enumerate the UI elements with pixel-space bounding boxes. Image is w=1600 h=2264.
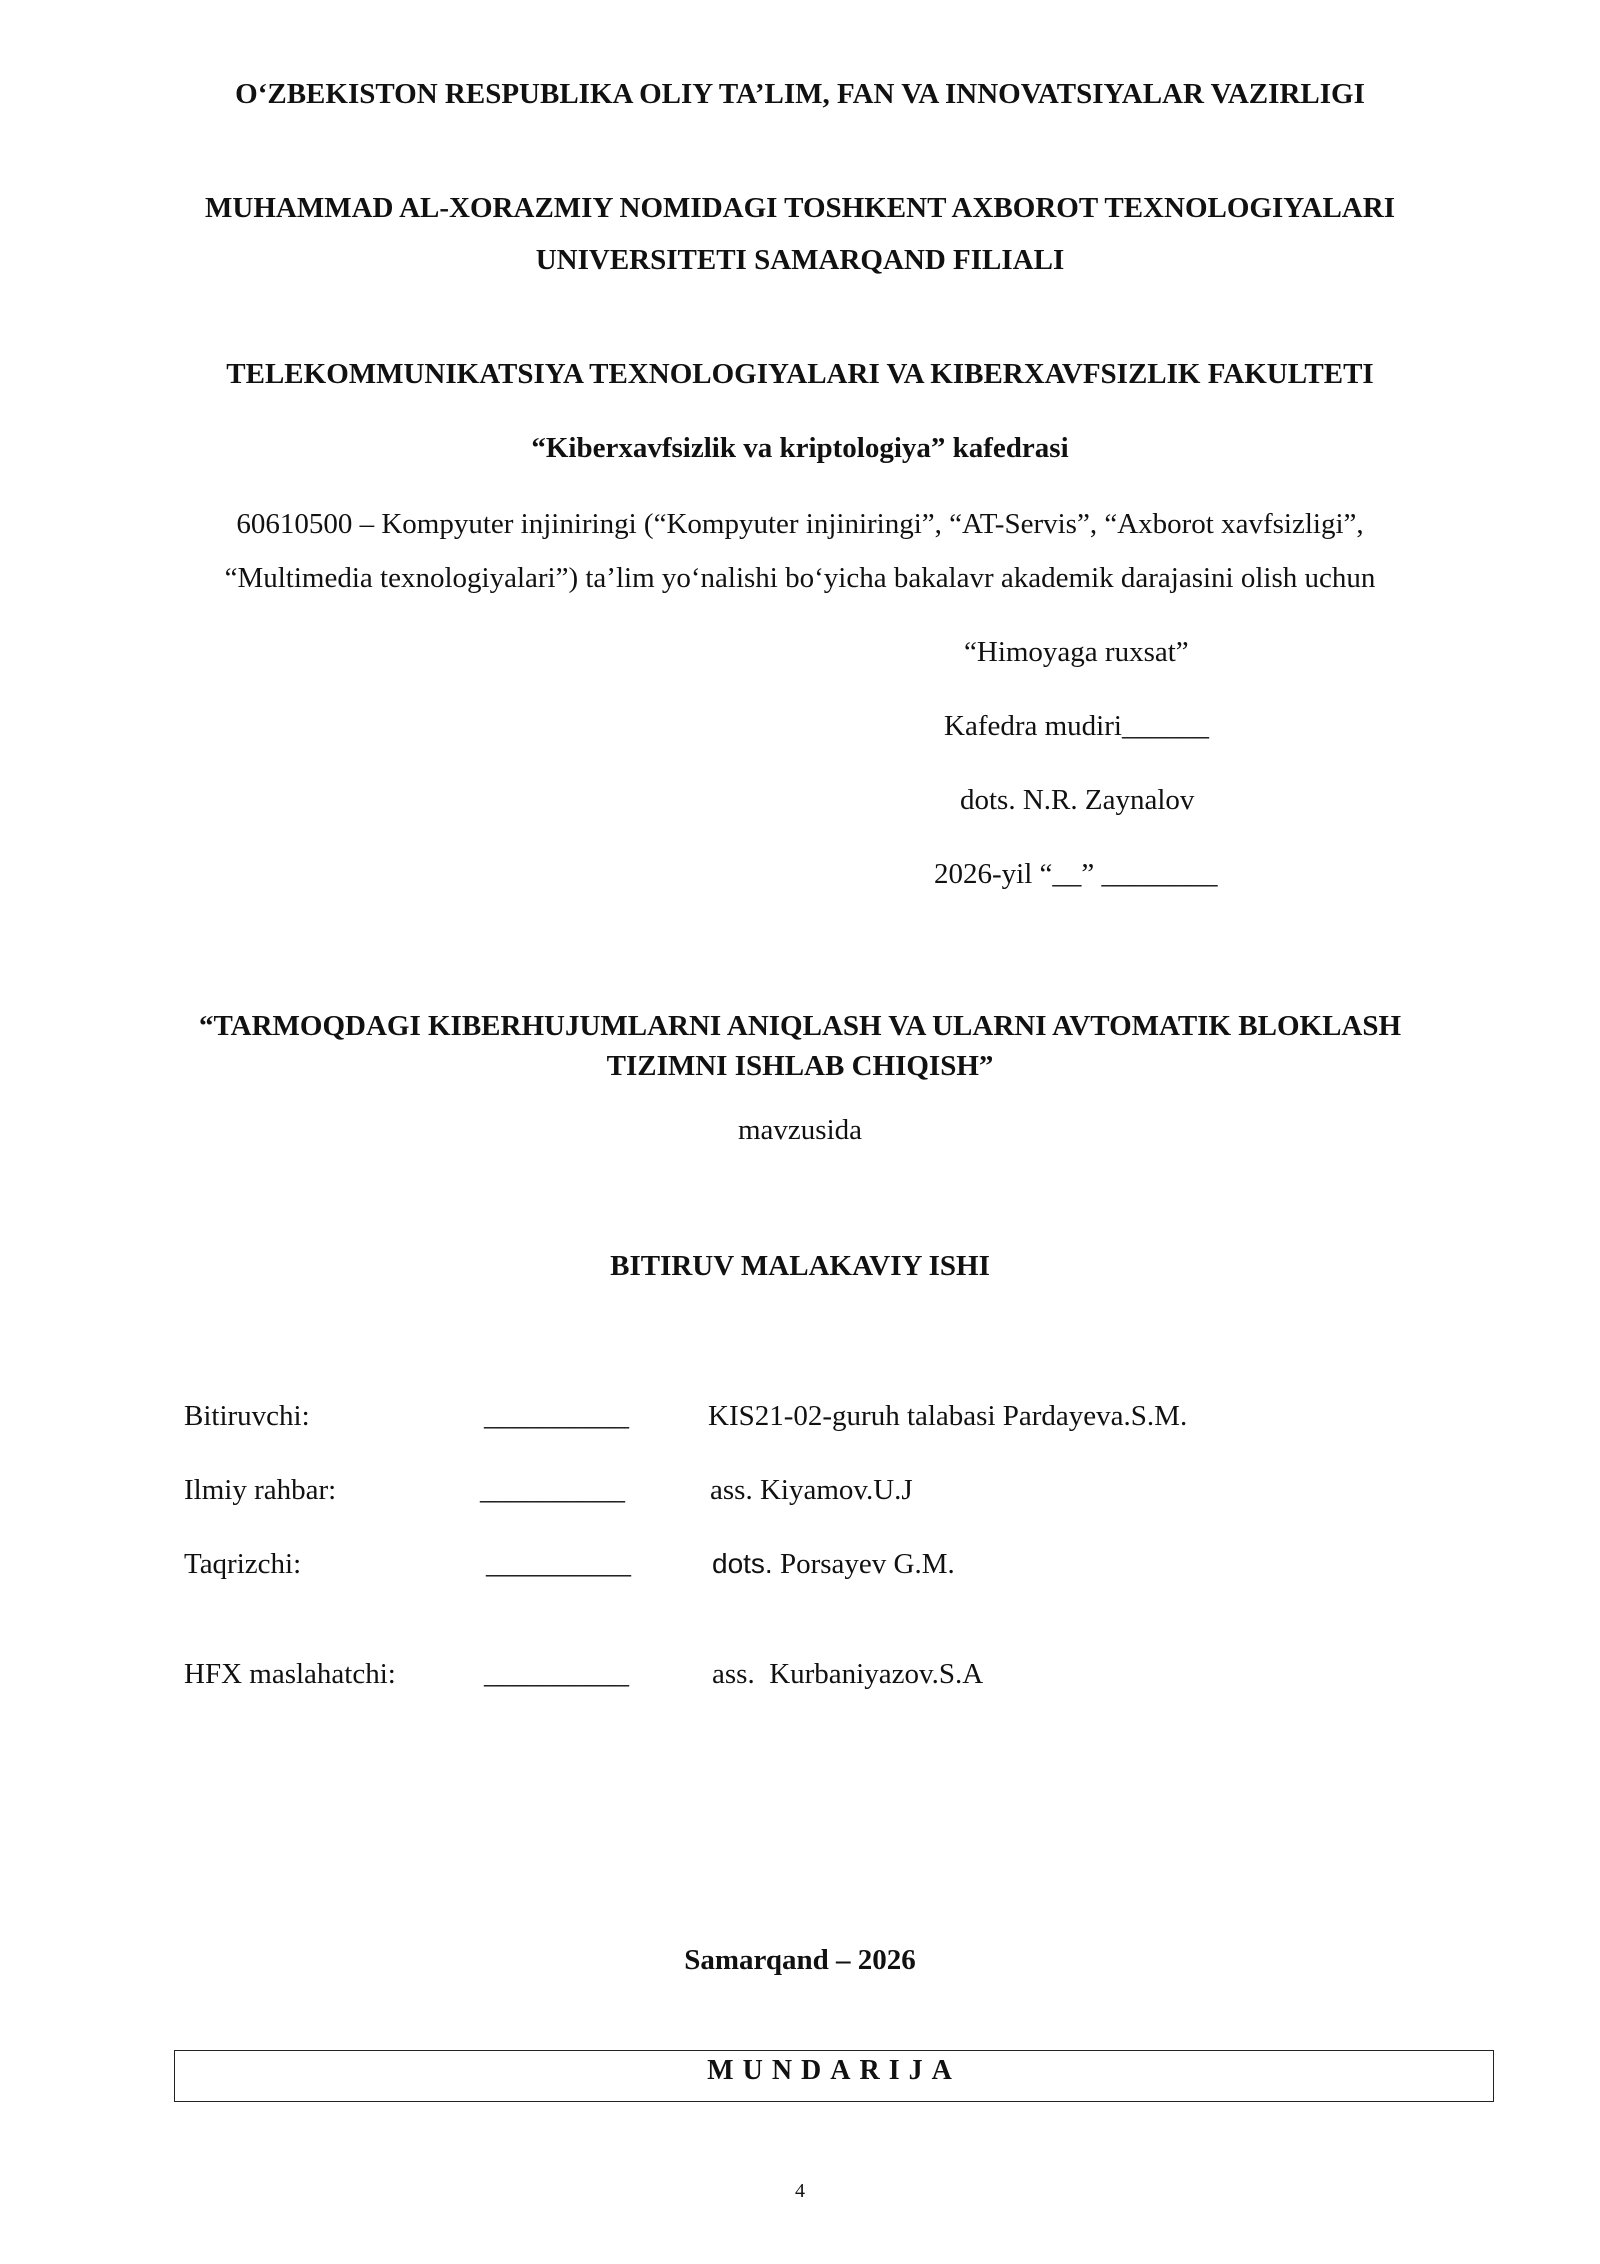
contents-heading: MUNDARIJA (707, 2055, 961, 2086)
department-title: “Kiberxavfsizlik va kriptologiya” kafedrasi (531, 432, 1069, 464)
program-line2: “Multimedia texnologiyalari”) ta’lim yo‘nalishi bo‘yicha bakalavr akademik darajasini olish uchun (224, 562, 1376, 594)
topic-word: mavzusida (737, 1114, 862, 1146)
ministry-title: O‘ZBEKISTON RESPUBLIKA OLIY TA’LIM, FAN VA INNOVATSIYALAR VAZIRLIGI (235, 78, 1365, 110)
person-title: dots. (712, 1548, 773, 1579)
city-year: Samarqand – 2026 (684, 1944, 916, 1976)
signature-line: __________ (480, 1474, 625, 1506)
signature-line: __________ (484, 1658, 629, 1690)
role-label: Taqrizchi: (184, 1548, 302, 1580)
university-title-line2: UNIVERSITETI SAMARQAND FILIALI (535, 244, 1065, 276)
signature-row-reviewer (0, 1548, 1600, 1588)
signature-row-consultant (0, 1658, 1600, 1698)
university-title-line1: MUHAMMAD AL-XORAZMIY NOMIDAGI TOSHKENT AXBOROT TEXNOLOGIYALARI (205, 192, 1395, 224)
signature-row-supervisor (0, 1474, 1600, 1514)
thesis-title-line1: “TARMOQDAGI KIBERHUJUMLARNI ANIQLASH VA ULARNI AVTOMATIK BLOKLASH (198, 1010, 1402, 1042)
thesis-title-line2: TIZIMNI ISHLAB CHIQISH” (606, 1050, 994, 1082)
faculty-title: TELEKOMMUNIKATSIYA TEXNOLOGIYALARI VA KIBERXAVFSIZLIK FAKULTETI (226, 358, 1374, 390)
person-name: ass. Kurbaniyazov.S.A (712, 1658, 984, 1690)
approval-head-name: dots. N.R. Zaynalov (960, 784, 1195, 816)
approval-title: “Himoyaga ruxsat” (964, 636, 1189, 668)
person-name: KIS21-02-guruh talabasi Pardayeva.S.M. (708, 1400, 1188, 1432)
work-type-title: BITIRUV MALAKAVIY ISHI (610, 1250, 990, 1282)
signature-row-graduate (0, 1400, 1600, 1440)
role-label: Bitiruvchi: (184, 1400, 310, 1432)
signature-line: __________ (484, 1400, 629, 1432)
person-name: Porsayev G.M. (772, 1548, 955, 1580)
person-info (712, 1548, 955, 1581)
contents-heading-box (174, 2050, 1494, 2102)
role-label: HFX maslahatchi: (184, 1658, 396, 1690)
person-name: ass. Kiyamov.U.J (710, 1474, 913, 1506)
program-line1: 60610500 – Kompyuter injiniringi (“Kompyuter injiniringi”, “AT-Servis”, “Axborot xavfsizligi”, (236, 508, 1364, 540)
approval-head-blank: ______ (1121, 710, 1209, 742)
signature-line: __________ (486, 1548, 631, 1580)
role-label: Ilmiy rahbar: (184, 1474, 337, 1506)
approval-date: 2026-yil “__” ________ (934, 858, 1218, 890)
page-number: 4 (795, 2180, 805, 2202)
approval-head (944, 710, 1209, 743)
approval-head-label: Kafedra mudiri (944, 710, 1122, 742)
